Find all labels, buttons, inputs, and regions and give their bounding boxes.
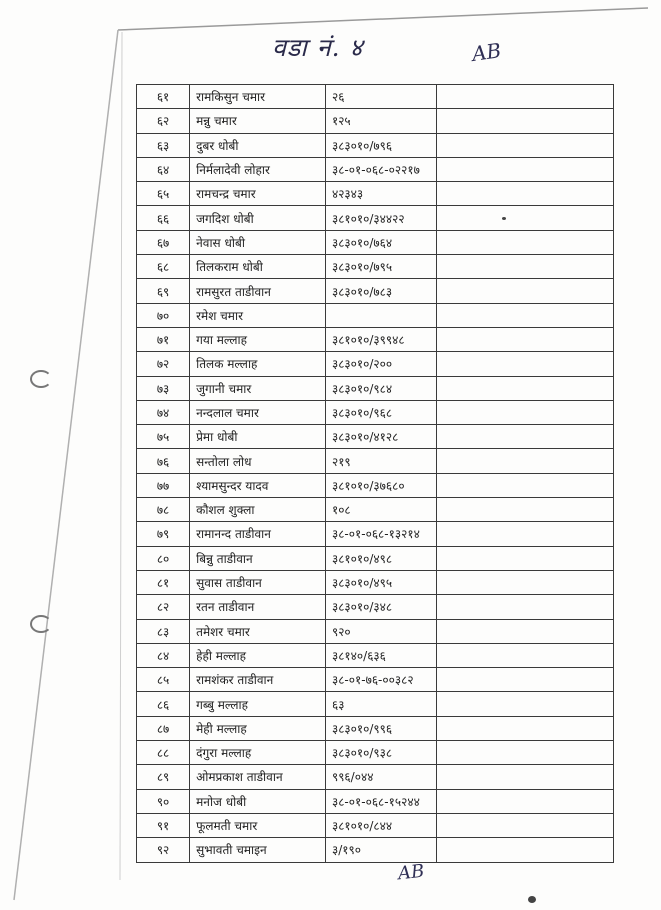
table-row [137,206,614,230]
row-blank-cell [437,741,614,765]
row-name: कौशल शुक्ला [190,498,326,522]
row-blank-cell [437,255,614,279]
row-blank-cell [437,157,614,181]
row-blank-cell [437,230,614,254]
row-number: ८६ [137,692,190,716]
row-id: ३८१४०/६३६ [325,643,436,667]
row-blank-cell [437,765,614,789]
row-number: ६६ [137,206,190,230]
row-id: ३८३०१०/४९५ [325,570,436,594]
row-name: सन्तोला लोध [190,449,326,473]
table-row [137,279,614,303]
table-row [137,741,614,765]
row-id: ३८१०१०/३९९४८ [325,327,436,351]
table-row [137,692,614,716]
row-number: ८४ [137,643,190,667]
row-blank-cell [437,327,614,351]
row-name: रामानन्द ताडीवान [190,522,326,546]
row-id: ३८३०१०/७९५ [325,255,436,279]
table-row [137,376,614,400]
row-number: ९१ [137,813,190,837]
row-blank-cell [437,425,614,449]
row-blank-cell [437,838,614,862]
punch-hole-bottom [30,615,52,633]
table-row [137,546,614,570]
row-number: ९२ [137,838,190,862]
row-name: जगदिश धोबी [190,206,326,230]
row-name: निर्मलादेवी लोहार [190,157,326,181]
row-number: ६३ [137,133,190,157]
table-row [137,449,614,473]
row-name: श्यामसुन्दर यादव [190,473,326,497]
row-number: ८१ [137,570,190,594]
table-row [137,765,614,789]
table-row [137,230,614,254]
table-row [137,425,614,449]
ink-spot [528,896,536,903]
table-row [137,522,614,546]
row-number: ७६ [137,449,190,473]
row-id: ३८३०१०/७६४ [325,230,436,254]
table-row [137,570,614,594]
row-number: ७५ [137,425,190,449]
row-id: ९२० [325,619,436,643]
signature-initials-bottom: AB [396,860,426,885]
table-row [137,352,614,376]
row-number: ७४ [137,400,190,424]
roster-table [136,84,614,863]
row-number: ७२ [137,352,190,376]
row-number: ८३ [137,619,190,643]
row-id: ३८३०१०/७९६ [325,133,436,157]
row-name: तिलकराम धोबी [190,255,326,279]
row-number: ६२ [137,109,190,133]
row-name: रतन ताडीवान [190,595,326,619]
row-name: नेवास धोबी [190,230,326,254]
row-number: ६७ [137,230,190,254]
table-row [137,643,614,667]
row-blank-cell [437,109,614,133]
row-blank-cell [437,206,614,230]
table-row [137,619,614,643]
row-number: ६१ [137,85,190,109]
row-blank-cell [437,182,614,206]
row-name: तिलक मल्लाह [190,352,326,376]
row-name: हेही मल्लाह [190,643,326,667]
signature-initials-top: AB [470,38,503,66]
row-number: ७७ [137,473,190,497]
row-id: १२५ [325,109,436,133]
row-name: मनोज धोबी [190,789,326,813]
row-number: ७० [137,303,190,327]
row-blank-cell [437,352,614,376]
row-name: ओमप्रकाश ताडीवान [190,765,326,789]
row-name: गया मल्लाह [190,327,326,351]
row-blank-cell [437,376,614,400]
row-number: ८२ [137,595,190,619]
row-name: दुबर धोबी [190,133,326,157]
row-number: ६४ [137,157,190,181]
row-blank-cell [437,85,614,109]
row-blank-cell [437,279,614,303]
row-id: ३८-०१-०६८-०२२१७ [325,157,436,181]
row-number: ८८ [137,741,190,765]
row-id: ३८३०१०/९६८ [325,400,436,424]
page-title: वडा नं. ४ [272,33,364,62]
row-id: ३८१०१०/३४४२२ [325,206,436,230]
row-blank-cell [437,668,614,692]
row-name: सुभावती चमाइन [190,838,326,862]
table-row [137,255,614,279]
row-name: रामशंकर ताडीवान [190,668,326,692]
table-row [137,813,614,837]
row-id: ३८-०१-०६८-१३२१४ [325,522,436,546]
table-row [137,182,614,206]
row-number: ८७ [137,716,190,740]
row-id: २१९ [325,449,436,473]
row-number: ६८ [137,255,190,279]
row-id: ३८१०१०/४९८ [325,546,436,570]
row-blank-cell [437,473,614,497]
table-row [137,109,614,133]
row-blank-cell [437,570,614,594]
row-id: ३८१०१०/३७६८० [325,473,436,497]
row-number: ६९ [137,279,190,303]
row-number: ८५ [137,668,190,692]
row-id: ३८३०१०/९३८ [325,741,436,765]
row-number: ६५ [137,182,190,206]
row-name: फूलमती चमार [190,813,326,837]
table-row [137,595,614,619]
row-number: ८९ [137,765,190,789]
row-name: रामसुरत ताडीवान [190,279,326,303]
table-row [137,498,614,522]
row-name: गब्बु मल्लाह [190,692,326,716]
row-id: २६ [325,85,436,109]
row-number: ७९ [137,522,190,546]
row-id: ३८३०१०/३४८ [325,595,436,619]
table-row [137,85,614,109]
row-id: ३८३०१०/७८३ [325,279,436,303]
row-id: ६३ [325,692,436,716]
row-number: ७३ [137,376,190,400]
row-id: ३८१०१०/८४४ [325,813,436,837]
table-row [137,303,614,327]
table-row [137,157,614,181]
row-blank-cell [437,400,614,424]
row-number: ७१ [137,327,190,351]
row-blank-cell [437,813,614,837]
row-blank-cell [437,716,614,740]
row-blank-cell [437,522,614,546]
table-row [137,400,614,424]
row-name: रामचन्द्र चमार [190,182,326,206]
row-blank-cell [437,303,614,327]
row-id: ३८३०१०/९९६ [325,716,436,740]
row-name: रामकिसुन चमार [190,85,326,109]
row-name: मन्नु चमार [190,109,326,133]
row-id: ३८३०१०/२०० [325,352,436,376]
row-name: तमेशर चमार [190,619,326,643]
row-id: ३८३०१०/४१२८ [325,425,436,449]
row-blank-cell [437,449,614,473]
row-id: ४२३४३ [325,182,436,206]
row-blank-cell [437,692,614,716]
row-name: जुगानी चमार [190,376,326,400]
row-blank-cell [437,643,614,667]
table-row [137,716,614,740]
row-id: ३८-०१-७६-००३८२ [325,668,436,692]
row-blank-cell [437,595,614,619]
table-row [137,838,614,862]
row-blank-cell [437,498,614,522]
row-number: ८० [137,546,190,570]
row-blank-cell [437,133,614,157]
table-row [137,133,614,157]
row-blank-cell [437,546,614,570]
table-row [137,327,614,351]
row-id [325,303,436,327]
row-id: ३/१९० [325,838,436,862]
row-number: ९० [137,789,190,813]
row-blank-cell [437,789,614,813]
row-id: ३८-०१-०६८-१५२४४ [325,789,436,813]
row-name: दंगुरा मल्लाह [190,741,326,765]
table-row [137,668,614,692]
row-id: ९९६/०४४ [325,765,436,789]
row-blank-cell [437,619,614,643]
row-name: मेही मल्लाह [190,716,326,740]
row-name: प्रेमा धोबी [190,425,326,449]
row-id: १०८ [325,498,436,522]
row-name: रमेश चमार [190,303,326,327]
row-name: बिन्नु ताडीवान [190,546,326,570]
row-name: नन्दलाल चमार [190,400,326,424]
row-id: ३८३०१०/९८४ [325,376,436,400]
row-number: ७८ [137,498,190,522]
row-name: सुवास ताडीवान [190,570,326,594]
punch-hole-top [30,370,52,388]
table-row [137,789,614,813]
table-row [137,473,614,497]
